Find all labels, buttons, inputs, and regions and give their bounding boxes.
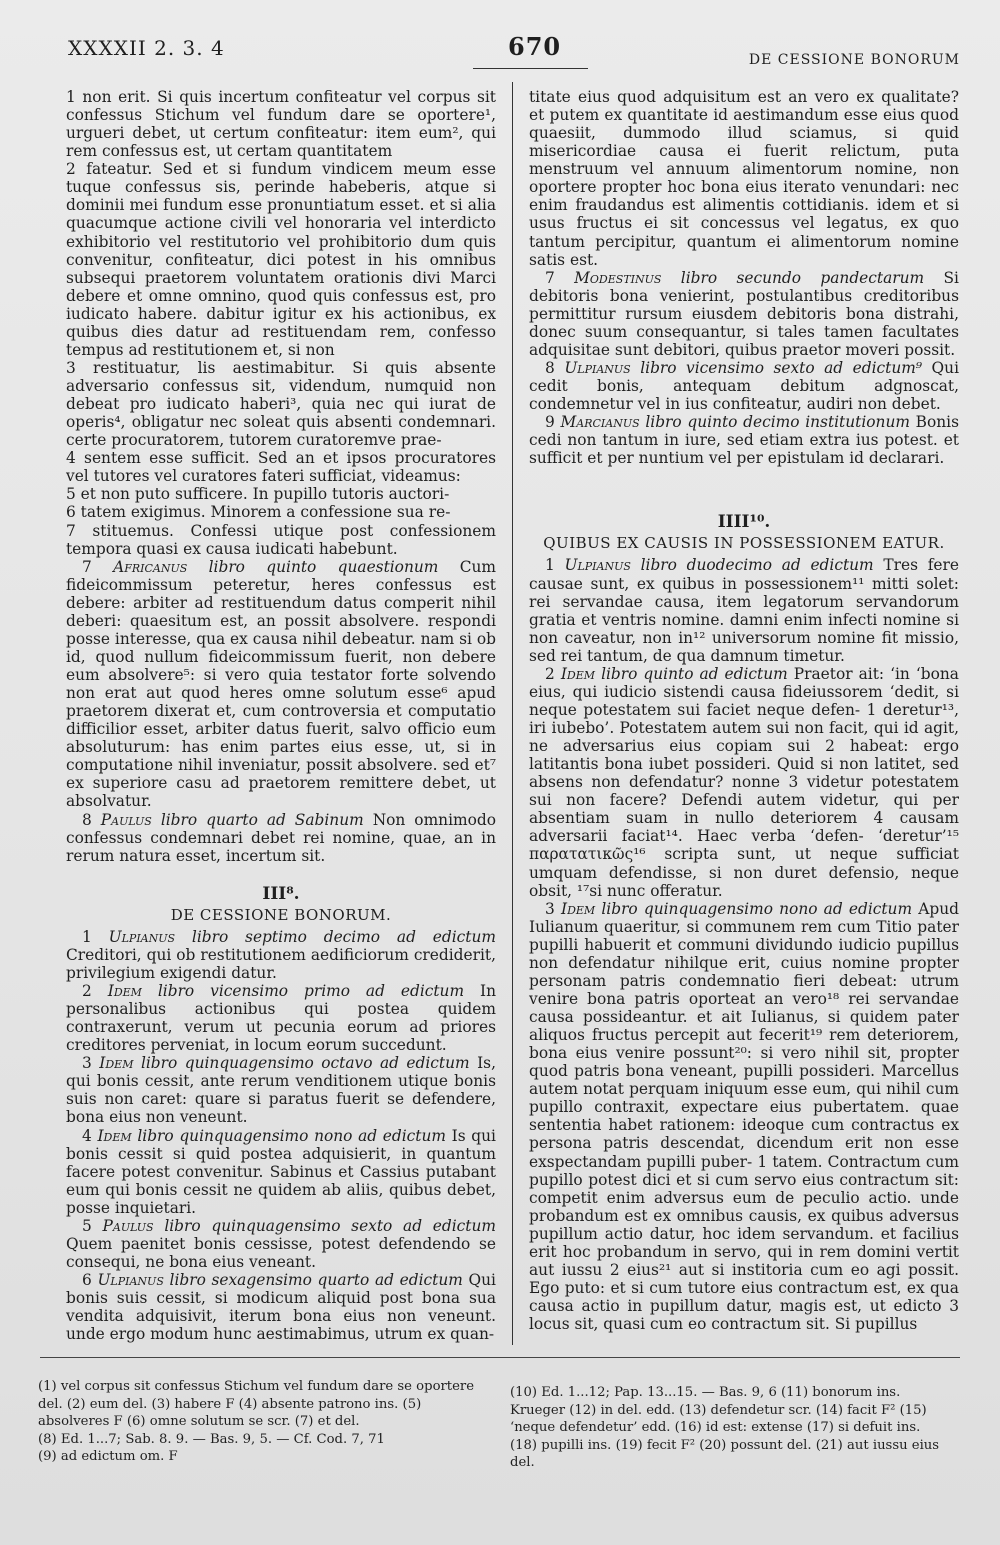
fragment-number: 4 (82, 1126, 92, 1145)
fragment-number: 3 (82, 1054, 92, 1073)
text-paragraph: 5 et non puto sufficere. In pupillo tutoris auctori- (66, 485, 450, 504)
fragment (66, 982, 496, 1054)
fragment-text: In personalibus actionibus qui postea quidem contraxerunt, verum ut pecunia eorum ad priores creditores perveniat, in locum eorum succedunt. (66, 982, 496, 1055)
fragment-author: Paulus (100, 810, 152, 829)
fragment-text: Quem paenitet bonis cessisse, potest defendendo se consequi, ne bona eius veneant. (66, 1234, 496, 1271)
footnote: (9) ad edictum om. F (38, 1449, 178, 1464)
header-rule (473, 68, 588, 69)
fragment-source: libro quarto ad Sabinum (160, 810, 364, 829)
fragment-source: libro quinto quaestionum (208, 557, 439, 576)
fragment (529, 900, 959, 1334)
fragment (66, 811, 496, 865)
fragment (66, 558, 496, 811)
left-column (66, 88, 496, 1343)
text-paragraph: 4 sentem esse sufficit. Sed an et ipsos procuratores vel tutores vel curatores fateri sufficiat, videamus: (66, 449, 496, 486)
title-heading: DE CESSIONE BONORUM. (170, 905, 392, 924)
text-paragraph: 3 restituatur, lis aestimabitur. Si quis absente adversario confessus sit, videndum, numquid non debeat pro iudicato haberi³, quia nec qui iurat de operis⁴, obligatur nec soleat quis absenti condemnari. certe procuratorem, tutorem curatoremve prae- (66, 358, 496, 450)
fragment-number: 8 (545, 358, 555, 377)
text-paragraph: 1 non erit. Si quis incertum confiteatur vel corpus sit confessus Stichum vel fundum dare se oportere¹, urgueri debet, ut certum confiteatur: item eum², qui rem confessus est, ut certam quantitatem (66, 88, 496, 161)
fragment-number: 9 (545, 413, 555, 432)
fragment-author: Idem (97, 1126, 132, 1145)
fragment-number: 2 (545, 664, 555, 683)
fragment-source: libro duodecimo ad edictum (640, 556, 874, 575)
header-right: DE CESSIONE BONORUM (748, 52, 960, 68)
fragment (66, 1271, 496, 1343)
footnote-rule (40, 1357, 960, 1358)
fragment (529, 269, 959, 359)
fragment-author: Paulus (102, 1216, 154, 1235)
fragment (529, 665, 959, 900)
fragment-number: 5 (82, 1216, 92, 1235)
fragment-number: 3 (545, 899, 555, 918)
fragment-text: Non omnimodo confessus condemnari debet rei nomine, quae, an in rerum natura esset, incertum sit. (66, 810, 496, 865)
fragment-source: libro vicensimo primo ad edictum (157, 982, 465, 1000)
fragment-number: 6 (82, 1271, 92, 1289)
fragment (529, 413, 959, 467)
fragment-text: Qui cedit bonis, antequam debitum adgnoscat, condemnetur vel in ius confiteatur, audiri non debet. (529, 358, 959, 414)
fragment-text: Is, qui bonis cessit, ante rerum venditionem utique bonis suis non caret: quare si paratus fuerit se defendere, bona eius non veneunt. (66, 1054, 496, 1127)
fragment-author: Ulpianus (564, 358, 631, 377)
fragment-source: libro vicensimo sexto ad edictum⁹ (640, 358, 923, 377)
fragment-author: Idem (560, 899, 596, 918)
fragment-text: Tres fere causae sunt, ex quibus in possessionem¹¹ mitti solet: rei servandae causa, item legatorum servandorum gratia et ventris nomine. damni enim infecti nomine si non caveatur, non in¹² universorum nomine fit missio, sed rei tantum, de qua damnum timetur. (529, 556, 959, 665)
fragment-text: Creditori, qui ob restitutionem aedificiorum crediderit, privilegium exigendi datur. (66, 945, 496, 982)
text-paragraph: 6 tatem exigimus. Minorem a confessione sua re- (66, 503, 451, 522)
fragment-author: Idem (107, 982, 142, 1000)
footnote: (10) Ed. 1...12; Pap. 13...15. — Bas. 9, 6 (11) bonorum ins. Krueger (12) in del. edd. (13) defendetur scr. (14) facit F² (15) ‘neque defendetur’ edd. (16) id est: extense (17) si defuit ins. (18) pupilli ins. (19) fecit F² (20) possunt del. (21) aut iussu eius del. (510, 1385, 940, 1470)
fragment-source: libro secundo pandectarum (680, 268, 925, 287)
fragment-text: Praetor ait: ‘in ‘bona eius, qui iudicio sistendi causa fideiussorem ‘dedit, si neque potestatem sui faciet neque defen- 1 deretur¹³, iri iubebo’. Potestatem autem sui non facit, qui id agit, ne adversarius eius copiam sui 2 habeat: ergo latitantis bona iubet possideri. Quid si non latitet, sed absens non defendatur? nonne 3 videtur potestatem sui non facere? Defendi autem videtur, qui per absentiam suam in nullo deteriorem 4 causam adversarii faciat¹⁴. Haec verba ‘defen- ‘deretur’¹⁵ παρατατικῶς¹⁶ scripta sunt, ut neque sufficiat umquam defendisse, si non duret defensio, neque obsit, ¹⁷si nunc offeratur. (529, 664, 959, 900)
right-column (529, 88, 959, 1333)
fragment-author: Ulpianus (97, 1271, 164, 1289)
fragment (66, 1054, 496, 1126)
fragment (66, 1217, 496, 1271)
fragment-number: 7 (545, 268, 555, 287)
column-rule (512, 82, 513, 1345)
fragment-author: Idem (99, 1054, 134, 1073)
footnote: (8) Ed. 1...7; Sab. 8. 9. — Bas. 9, 5. — Cf. Cod. 7, 71 (38, 1431, 385, 1447)
running-header (68, 30, 960, 70)
fragment-text: Si debitoris bona venierint, postulantibus creditoribus permittitur rursum eiusdem debitoris bona distrahi, donec suum consequantur, si tales tamen facultates adquisitae sunt debitori, quibus praetor moveri possit. (529, 268, 959, 359)
fragment-text: Is qui bonis cessit si quid postea adquisierit, in quantum facere potest convenitur. Sabinus et Cassius putabant eum qui bonis cessit ne quidem ab aliis, quibus debet, posse inquietari. (66, 1126, 496, 1217)
footnotes-left (38, 1378, 478, 1466)
fragment-author: Modestinus (574, 268, 662, 287)
fragment-number: 2 (82, 982, 92, 1000)
fragment-source: libro septimo decimo ad edictum (191, 927, 496, 946)
fragment (66, 1127, 496, 1217)
fragment-text: Cum fideicommissum peteretur, heres confessus est debere: arbiter ad restituendum datus comperit nihil deberi: quaesitum est, an possit absolvere. respondi posse interesse, qua ex causa nihil debeatur. nam si ob id, quod nullum fideicommissum fuerit, non debere eum absolvere⁵: si vero quia testator forte solvendo non erat aut quod heres omne solutum esse⁶ apud praetorem dixerat et, cum controversia et computatio difficilior esset, arbiter datus fuerit, salvo officio eum absoluturum: has enim partes eius esse, ut, si in computatione nihil inveniatur, possit absolvere. sed et⁷ ex superiore casu ad praetorem remittere debet, ut absolvatur. (66, 557, 496, 811)
text-paragraph: 2 fateatur. Sed et si fundum vindicem meum esse tuque confessus sis, perinde habeberis, atque si dominii mei fundum esse pronuntiatum esset. et si alia quacumque actione civili vel honoraria vel interdicto exhibitorio vel restitutorio vel prohibitorio dum quis convenitur, confiteatur, dici potest in his omnibus subsequi praetorem voluntatem orationis divi Marci debere et omne omnino, quod quis confessus est, pro iudicato habere. dabitur igitur ex his actionibus, ex quibus dies datur ad restituendam rem, confesso tempus ad restitutionem et, si non (66, 160, 496, 359)
fragment-number: 1 (82, 927, 92, 946)
fragment-number: 8 (82, 810, 92, 829)
footnotes-right (510, 1384, 950, 1472)
header-left: XXXXII 2. 3. 4 (68, 36, 225, 60)
fragment-source: libro quinquagensimo octavo ad edictum (140, 1054, 470, 1073)
fragment-text: Apud Iulianum quaeritur, si communem rem cum Titio pater pupilli habuerit et communi dividundo iudicio pupillus non defendatur nihilque erit, cuius nomine propter personam patris condemnatio fieri debeat: utrum venire bona patris oporteat an vero¹⁸ rei servandae causa possideantur. et ait Iulianus, si quidem pater aliquos fructus percepit aut fecerit¹⁹ rem deteriorem, bona eius venire possunt²⁰: si vero nihil sit, propter quod patris bona veneant, pupilli possideri. Marcellus autem notat perquam iniquum esse eum, qui nihil cum pupillo contraxit, expectare eius pubertatem. quae sententia habet rationem: ideoque cum contractus ex persona patris descendat, dicendum erit non esse exspectandam pupilli puber- 1 tatem. Contractum cum pupillo potest dici et si cum servo eius contractum sit: competit enim adversus eum de peculio actio. unde probandum est ex omnibus causis, ex quibus adversus pupillum actio datur, hoc idem servandum. et facilius erit hoc probandum in servo, qui in rem domini vertit aut iussu 2 eius²¹ aut si institoria cum eo agi possit. Ego puto: et si cum tutore eius contractum est, ex qua causa actio in pupillum datur, magis est, ut edicto 3 locus sit, quasi cum eo contractum sit. Si pupillus (529, 899, 959, 1334)
fragment-number: 1 (545, 556, 555, 575)
fragment-source: libro quinquagensimo nono ad edictum (601, 899, 913, 918)
fragment-author: Idem (560, 664, 596, 683)
fragment (529, 556, 959, 664)
fragment-source: libro sexagensimo quarto ad edictum (169, 1271, 463, 1289)
fragment (529, 359, 959, 413)
fragment-author: Ulpianus (564, 556, 631, 575)
fragment-author: Ulpianus (108, 927, 176, 946)
fragment-source: libro quinquagensimo sexto ad edictum (164, 1216, 496, 1235)
fragment-source: libro quinto ad edictum (601, 664, 788, 683)
fragment-text: Qui bonis suis cessit, si modicum aliquid post bona sua vendita adquisivit, iterum bona eius non veneunt. unde ergo modum hunc aestimabimus, utrum ex quan- (66, 1271, 496, 1344)
text-paragraph: 7 stituemus. Confessi utique post confessionem tempora quasi ex causa iudicati habebunt. (66, 521, 496, 558)
fragment-author: Africanus (113, 557, 188, 576)
title-heading: QUIBUS EX CAUSIS IN POSSESSIONEM EATUR. (543, 534, 945, 553)
fragment-number: 7 (82, 557, 92, 576)
title-number: III⁸. (262, 883, 300, 904)
footnote: (1) vel corpus sit confessus Stichum vel fundum dare se oportere del. (2) eum del. (3) habere F (4) absente patrono ins. (5) absolveres F (6) omne solutum se scr. (7) et del. (38, 1379, 475, 1429)
fragment (66, 928, 496, 982)
fragment-source: libro quinto decimo institutionum (645, 413, 910, 432)
title-number: IIII¹⁰. (717, 512, 771, 533)
fragment-source: libro quinquagensimo nono ad edictum (137, 1126, 446, 1145)
fragment-author: Marcianus (560, 413, 640, 432)
fragment-text: Bonis cedi non tantum in iure, sed etiam extra ius potest. et sufficit et per nuntium vel per epistulam id declarari. (529, 413, 959, 468)
page-number: 670 (508, 32, 562, 61)
text-paragraph: titate eius quod adquisitum est an vero ex qualitate? et putem ex quantitate id aestimandum esse eius quod quaesiit, dummodo illud sciamus, si quid misericordiae causa ei fuerit relictum, puta menstruum vel annuum alimentorum nomine, non oportere propter hoc bona eius iterato venundari: nec enim fraudandus est alimentis cottidianis. idem et si usus fructus ei sit concessus vel legatus, ex quo tantum percipitur, quantum ei alimentorum nomine satis est. (529, 88, 959, 269)
